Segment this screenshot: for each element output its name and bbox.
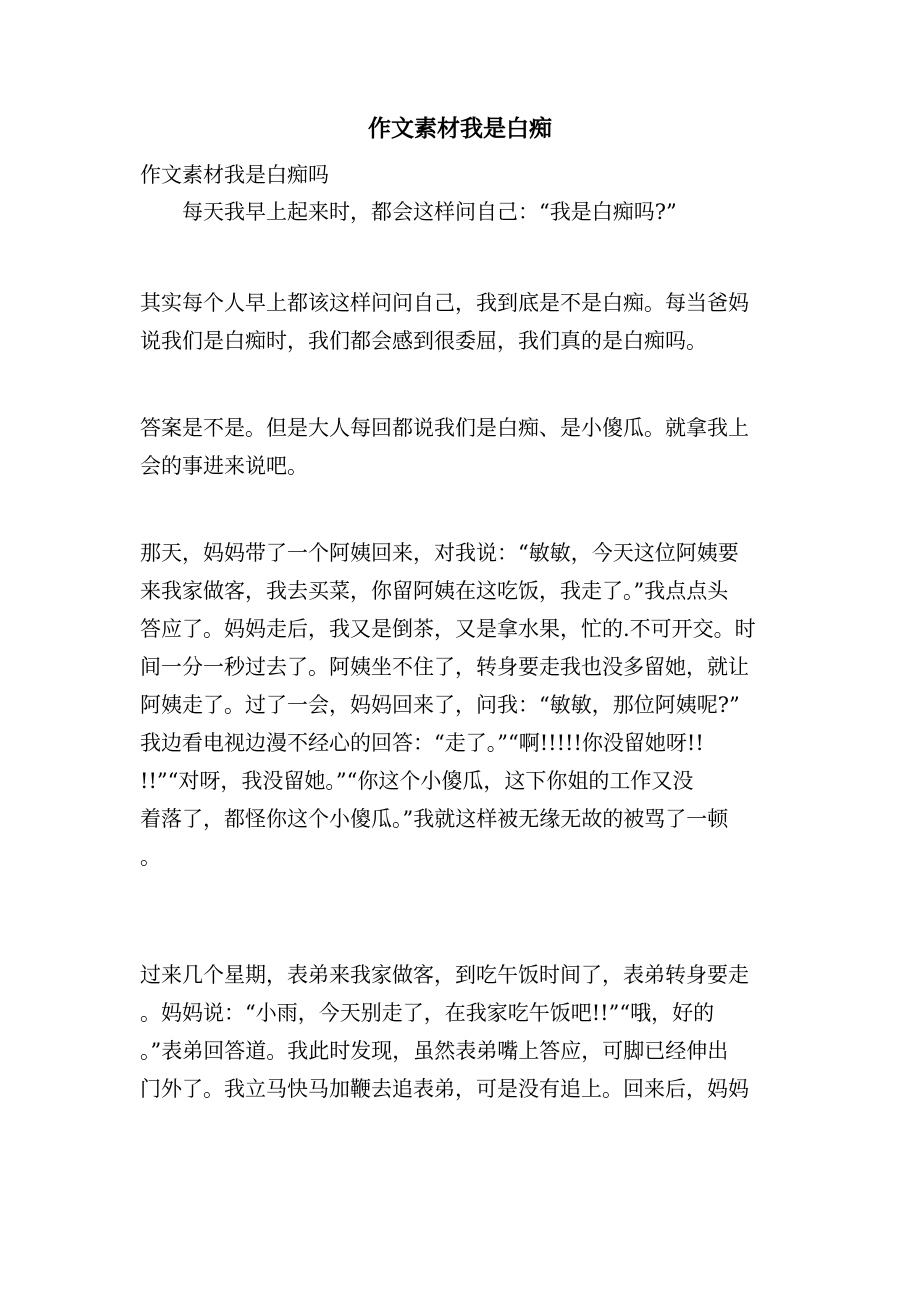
paragraph-3: [140, 534, 780, 876]
paragraph-line: 。: [140, 845, 161, 869]
paragraph-4: [140, 956, 780, 1108]
paragraph-line: 其实每个人早上都该这样问问自己，我到底是不是白痴。每当爸妈: [140, 291, 749, 315]
opening-line: 每天我早上起来时，都会这样问自己：“我是白痴吗?”: [182, 200, 677, 224]
paragraph-line: 。妈妈说：“小雨，今天别走了，在我家吃午饭吧!!”“哦，好的: [140, 1001, 715, 1025]
document-subtitle: 作文素材我是白痴吗: [140, 163, 329, 187]
paragraph-line: 。”表弟回答道。我此时发现，虽然表弟嘴上答应，可脚已经伸出: [140, 1039, 729, 1063]
paragraph-line: 答应了。妈妈走后，我又是倒茶，又是拿水果，忙的.不可开交。时: [140, 617, 756, 641]
paragraph-line: 门外了。我立马快马加鞭去追表弟，可是没有追上。回来后，妈妈: [140, 1077, 749, 1101]
paragraph-line: 那天，妈妈带了一个阿姨回来，对我说：“敏敏，今天这位阿姨要: [140, 541, 739, 565]
paragraph-line: !!”“对呀，我没留她。”“你这个小傻瓜，这下你姐的工作又没: [140, 769, 694, 793]
paragraph-line: 来我家做客，我去买菜，你留阿姨在这吃饭，我走了。”我点点头: [140, 579, 729, 603]
paragraph-line: 我边看电视边漫不经心的回答：“走了。”“啊!!!!!你没留她呀!!: [140, 731, 704, 755]
document-title: 作文素材我是白痴: [368, 115, 552, 142]
paragraph-line: 间一分一秒过去了。阿姨坐不住了，转身要走我也没多留她，就让: [140, 655, 749, 679]
paragraph-line: 过来几个星期，表弟来我家做客，到吃午饭时间了，表弟转身要走: [140, 963, 749, 987]
paragraph-2: [140, 409, 780, 485]
paragraph-line: 阿姨走了。过了一会，妈妈回来了，问我：“敏敏，那位阿姨呢?”: [140, 693, 740, 717]
paragraph-line: 答案是不是。但是大人每回都说我们是白痴、是小傻瓜。就拿我上: [140, 416, 749, 440]
paragraph-line: 着落了，都怪你这个小傻瓜。”我就这样被无缘无故的被骂了一顿: [140, 807, 729, 831]
paragraph-line: 说我们是白痴时，我们都会感到很委屈，我们真的是白痴吗。: [140, 329, 707, 353]
paragraph-1: [140, 284, 780, 360]
paragraph-line: 会的事进来说吧。: [140, 454, 308, 478]
